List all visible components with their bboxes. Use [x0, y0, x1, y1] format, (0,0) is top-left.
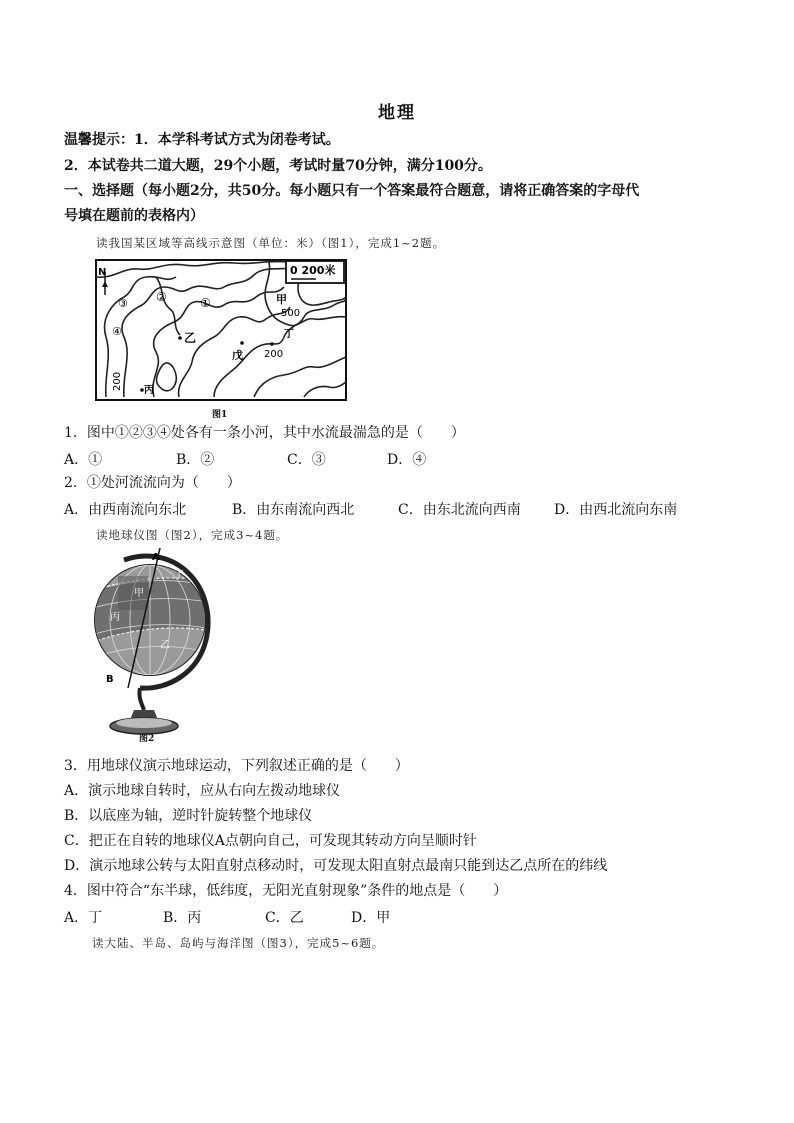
globe-label-jia: 甲	[134, 588, 144, 599]
point-label-jia: 甲	[276, 293, 287, 306]
river-label-4: ④	[112, 325, 122, 338]
question-3-stem: 3．用地球仪演示地球运动，下列叙述正确的是（ ）	[64, 758, 409, 774]
q3-option-a[interactable]: A．演示地球自转时，应从右向左拨动地球仪	[64, 783, 341, 799]
globe-label-yi: 乙	[160, 640, 170, 651]
section-heading-line-2: 号填在题前的表格内）	[64, 208, 204, 224]
q2-option-a[interactable]: A．由西南流向东北	[64, 502, 187, 518]
q3-option-c[interactable]: C．把正在自转的地球仪A点朝向自己，可发现其转动方向呈顺时针	[64, 833, 477, 849]
point-label-yi: 乙	[184, 331, 197, 345]
point-label-bing: 丙	[144, 385, 154, 396]
q3-option-d[interactable]: D．演示地球公转与太阳直射点移动时，可发现太阳直射点最南只能到达乙点所在的纬线	[64, 858, 608, 874]
contour-value-200-east: 200	[264, 349, 284, 360]
q1-option-a[interactable]: A．①	[64, 452, 103, 468]
notice-line-1: 温馨提示：1．本学科考试方式为闭卷考试。	[64, 132, 340, 148]
figure1-intro: 读我国某区域等高线示意图（单位：米）（图1），完成1~2题。	[96, 236, 446, 250]
contour-map-figure	[94, 257, 350, 405]
question-1-stem: 1．图中①②③④处各有一条小河，其中水流最湍急的是（ ）	[64, 425, 465, 441]
globe-label-bing: 丙	[110, 612, 120, 623]
q2-option-b[interactable]: B．由东南流向西北	[232, 502, 355, 518]
figure2-intro: 读地球仪图（图2），完成3~4题。	[96, 528, 289, 542]
page-title: 地理	[378, 103, 416, 123]
q4-option-c[interactable]: C．乙	[265, 910, 304, 926]
river-label-2: ②	[156, 290, 167, 304]
globe-label-b: B	[106, 674, 114, 685]
q4-option-a[interactable]: A．丁	[64, 910, 103, 926]
q1-option-c[interactable]: C．③	[287, 452, 326, 468]
contour-value-500: 500	[281, 308, 301, 319]
globe-figure	[88, 548, 218, 744]
scale-label: 0 200米	[290, 264, 336, 277]
figure1-caption: 图1	[212, 410, 228, 420]
river-label-1: ①	[200, 296, 211, 310]
point-label-ding: 丁	[284, 329, 294, 340]
q2-option-c[interactable]: C．由东北流向西南	[398, 502, 521, 518]
figure3-intro: 读大陆、半岛、岛屿与海洋图（图3），完成5~6题。	[92, 936, 385, 950]
section-heading-line-1: 一、选择题（每小题2分，共50分。每小题只有一个答案最符合题意，请将正确答案的字母代	[64, 183, 640, 199]
contour-value-200-west: 200	[112, 371, 123, 391]
question-2-stem: 2．①处河流流向为（ ）	[64, 475, 241, 491]
globe-label-a: A	[152, 552, 160, 563]
q4-option-b[interactable]: B．丙	[163, 910, 202, 926]
q1-option-b[interactable]: B．②	[176, 452, 215, 468]
point-label-wu: 戊	[232, 349, 243, 362]
globe-label-ding: 丁	[174, 570, 184, 581]
notice-line-2: 2．本试卷共二道大题，29个小题，考试时量70分钟，满分100分。	[64, 158, 492, 174]
figure2-caption: 图2	[139, 734, 155, 744]
q4-option-d[interactable]: D．甲	[351, 910, 391, 926]
question-4-stem: 4．图中符合“东半球，低纬度，无阳光直射现象”条件的地点是（ ）	[64, 883, 508, 899]
north-label: N	[98, 267, 107, 278]
q2-option-d[interactable]: D．由西北流向东南	[554, 502, 678, 518]
q1-option-d[interactable]: D．④	[387, 452, 427, 468]
river-label-3: ③	[118, 297, 128, 310]
q3-option-b[interactable]: B．以底座为轴，逆时针旋转整个地球仪	[64, 808, 313, 824]
